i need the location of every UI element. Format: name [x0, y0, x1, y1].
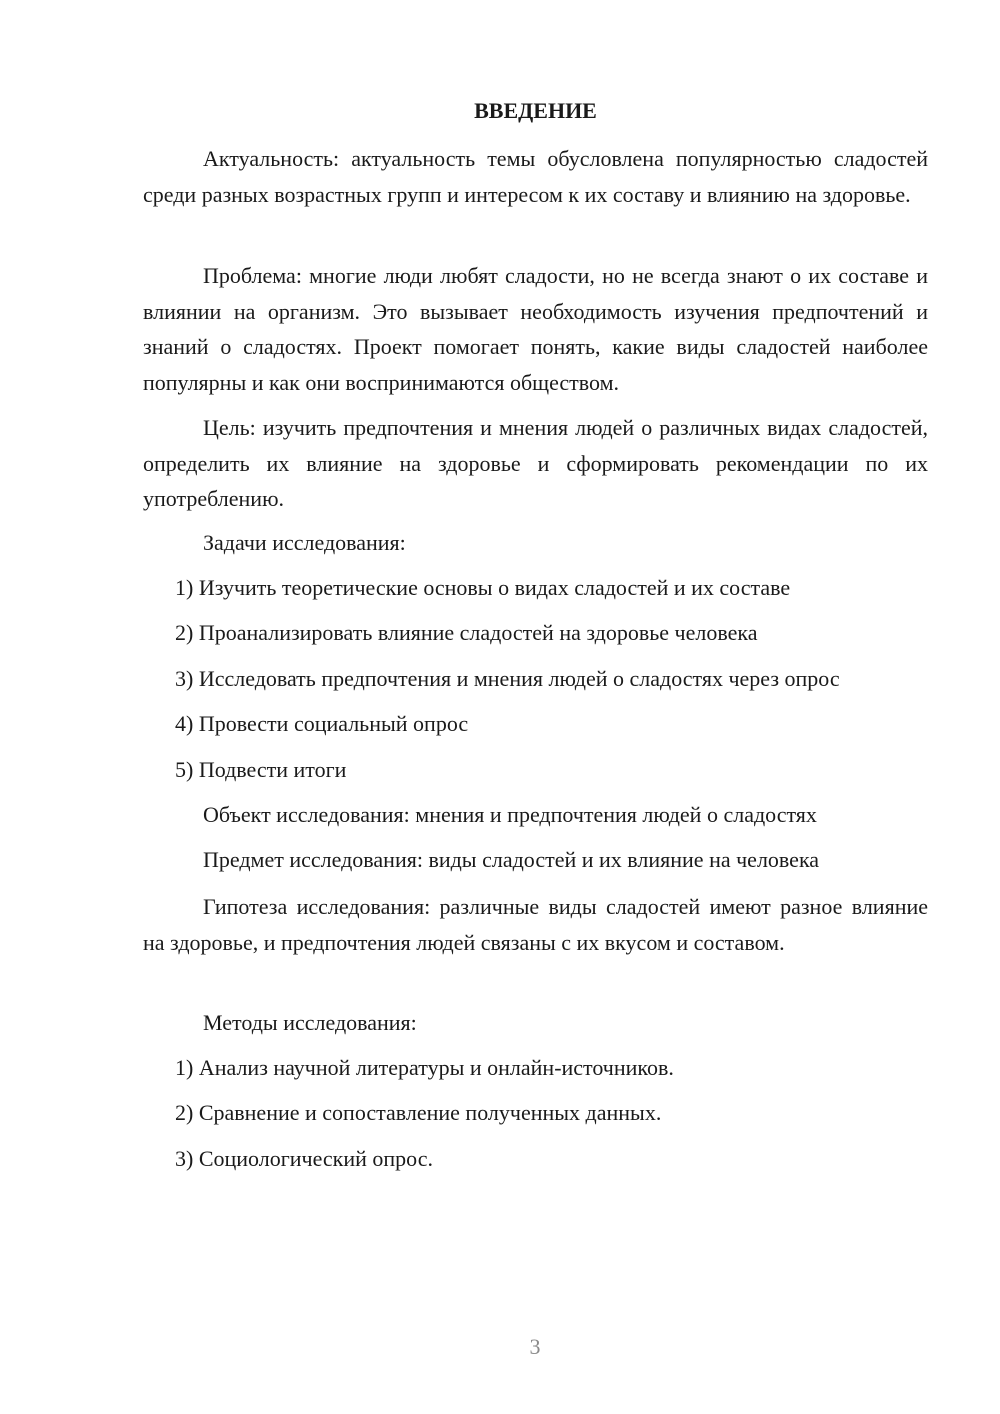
page-number: 3 [529, 1334, 541, 1359]
relevance-paragraph: Актуальность: актуальность темы обусловлена популярностью сладостей среди разных возрастных групп и интересом к их составу и влиянию на здоровье. [143, 146, 928, 207]
research-subject: Предмет исследования: виды сладостей и их влияние на человека [203, 847, 820, 872]
task-item: 1) Изучить теоретические основы о видах сладостей и их составе [175, 575, 791, 600]
task-item: 5) Подвести итоги [175, 757, 347, 782]
tasks-heading: Задачи исследования: [203, 530, 406, 555]
methods-heading: Методы исследования: [203, 1010, 417, 1035]
hypothesis-paragraph: Гипотеза исследования: различные виды сладостей имеют разное влияние на здоровье, и предпочтения людей связаны с их вкусом и составом. [143, 894, 928, 955]
method-item: 1) Анализ научной литературы и онлайн-источников. [175, 1055, 674, 1080]
method-item: 3) Социологический опрос. [175, 1146, 433, 1171]
task-item: 4) Провести социальный опрос [175, 711, 469, 736]
method-item: 2) Сравнение и сопоставление полученных данных. [175, 1100, 662, 1125]
task-item: 3) Исследовать предпочтения и мнения людей о сладостях через опрос [175, 666, 840, 691]
research-object: Объект исследования: мнения и предпочтения людей о сладостях [203, 802, 817, 827]
page-title: ВВЕДЕНИЕ [474, 98, 597, 123]
task-item: 2) Проанализировать влияние сладостей на здоровье человека [175, 620, 758, 645]
problem-paragraph: Проблема: многие люди любят сладости, но не всегда знают о их составе и влиянии на организм. Это вызывает необходимость изучения предпочтений и знаний о сладостях. Проект помогает понять, какие виды сладостей наиболее популярны и как они воспринимаются обществом. [143, 263, 928, 395]
goal-paragraph: Цель: изучить предпочтения и мнения людей о различных видах сладостей, определить их влияние на здоровье и сформировать рекомендации по их употреблению. [143, 415, 928, 511]
